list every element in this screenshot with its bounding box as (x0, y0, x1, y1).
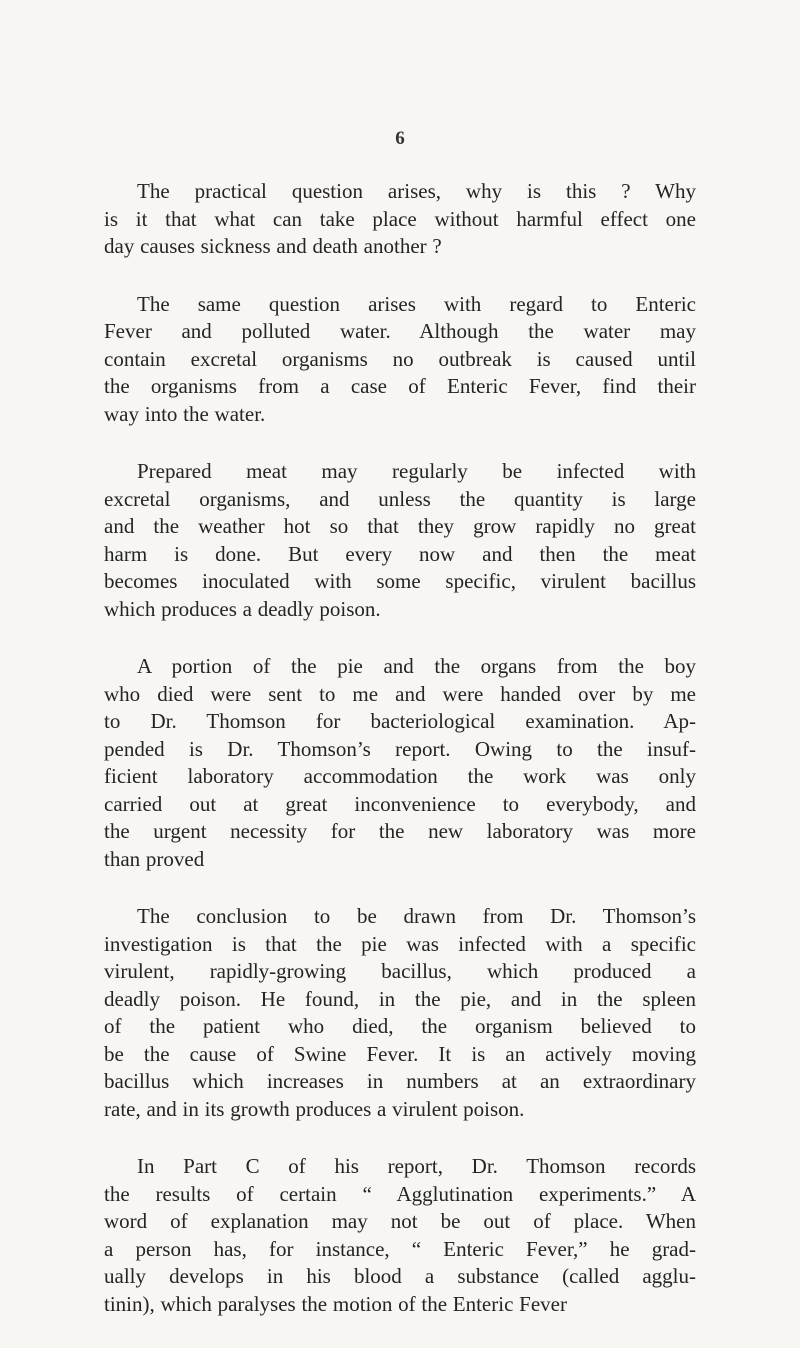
paragraph (104, 653, 696, 873)
text-line: carried out at great inconvenience to everybody, and (104, 791, 696, 816)
text-line: The conclusion to be drawn from Dr. Thomson’s (137, 904, 696, 928)
text-line: day causes sickness and death another ? (104, 234, 442, 258)
page-number: 6 (395, 128, 405, 149)
paragraph (104, 458, 696, 623)
text-line: the urgent necessity for the new laboratory was more (104, 819, 696, 843)
text-line: is it that what can take place without harmful effect one (104, 206, 696, 231)
text-line: and the weather hot so that they grow rapidly no great (104, 514, 696, 538)
paragraph (104, 291, 696, 429)
text-line: way into the water. (104, 401, 266, 426)
text-line: Prepared meat may regularly be infected with (137, 459, 696, 483)
text-line: pended is Dr. Thomson’s report. Owing to the insuf- (104, 736, 696, 761)
text-line: tinin), which paralyses the motion of the Enteric Fever (104, 1291, 567, 1316)
body-text (104, 178, 696, 1348)
text-line: rate, and in its growth produces a virulent poison. (104, 1096, 525, 1121)
text-line: bacillus which increases in numbers at an extraordinary (104, 1069, 696, 1093)
text-line: The same question arises with regard to Enteric (137, 291, 696, 316)
text-line: harm is done. But every now and then the meat (104, 541, 696, 566)
text-line: virulent, rapidly-growing bacillus, which produced a (104, 959, 696, 983)
text-line: The practical question arises, why is this ? Why (137, 179, 696, 203)
text-line: investigation is that the pie was infected with a specific (104, 931, 696, 956)
text-line: be the cause of Swine Fever. It is an actively moving (104, 1041, 696, 1066)
text-line: the results of certain “ Agglutination experiments.” A (104, 1181, 696, 1206)
text-line: ficient laboratory accommodation the work was only (104, 764, 696, 788)
text-line: the organisms from a case of Enteric Fever, find their (104, 374, 696, 398)
paragraph (104, 1153, 696, 1318)
text-line: deadly poison. He found, in the pie, and in the spleen (104, 986, 696, 1011)
text-line: A portion of the pie and the organs from the boy (137, 654, 696, 678)
paragraph (104, 903, 696, 1123)
text-line: In Part C of his report, Dr. Thomson records (137, 1154, 696, 1178)
text-line: excretal organisms, and unless the quantity is large (104, 486, 696, 511)
text-line: contain excretal organisms no outbreak is caused until (104, 346, 696, 371)
text-line: of the patient who died, the organism believed to (104, 1014, 696, 1038)
text-line: to Dr. Thomson for bacteriological examination. Ap- (104, 709, 696, 733)
text-line: which produces a deadly poison. (104, 596, 381, 621)
paragraph (104, 178, 696, 261)
text-line: Fever and polluted water. Although the water may (104, 319, 696, 343)
text-line: word of explanation may not be out of place. When (104, 1209, 696, 1233)
text-line: who died were sent to me and were handed over by me (104, 681, 696, 706)
text-line: a person has, for instance, “ Enteric Fever,” he grad- (104, 1236, 696, 1261)
text-line: than proved (104, 846, 205, 871)
text-line: becomes inoculated with some specific, virulent bacillus (104, 569, 696, 593)
text-line: ually develops in his blood a substance (called agglu- (104, 1264, 696, 1288)
